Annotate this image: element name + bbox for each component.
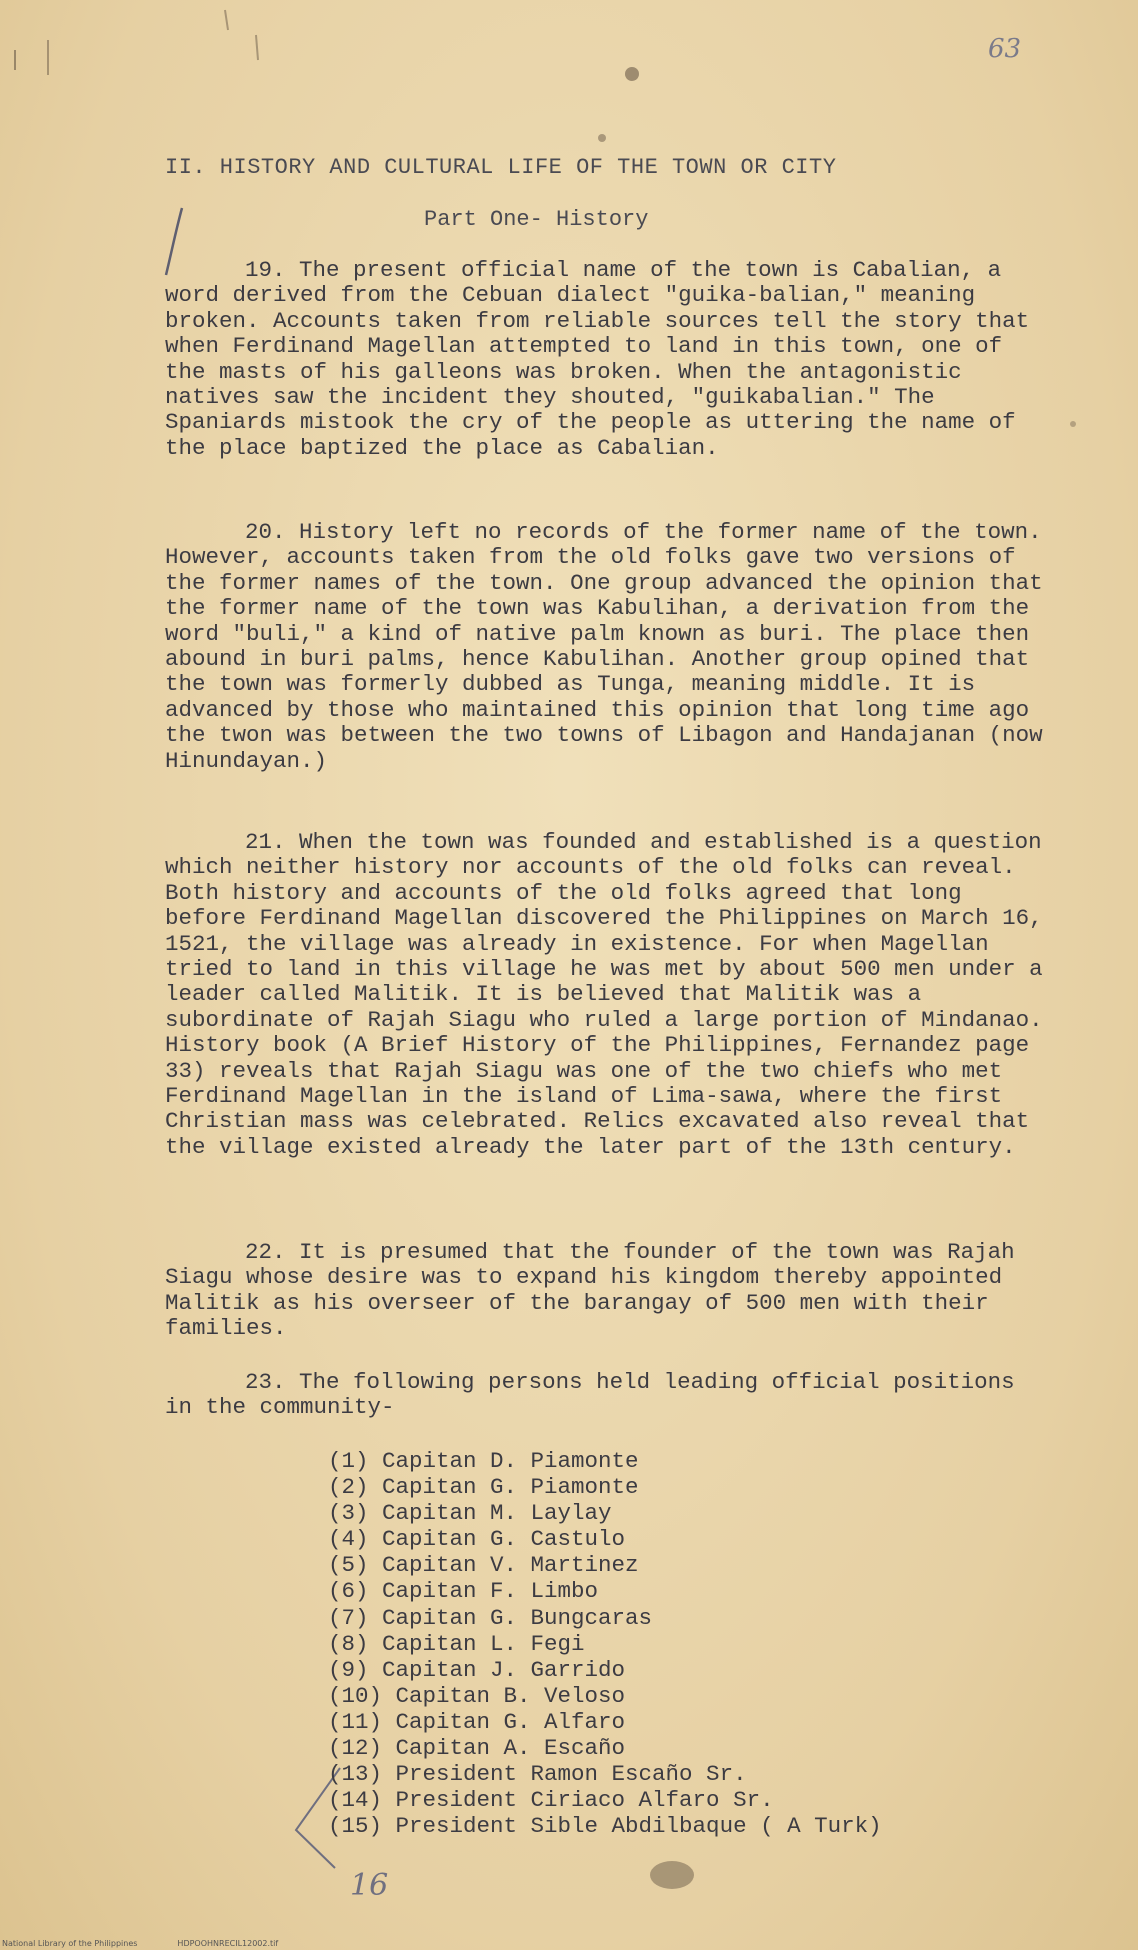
paragraph-19 — [165, 258, 1055, 461]
officials-list — [328, 1448, 882, 1839]
paragraph-number: 21. — [245, 829, 286, 855]
part-heading: Part One- History — [424, 207, 649, 232]
paragraph-20 — [165, 520, 1055, 774]
ink-blot — [650, 1861, 694, 1889]
list-item: (7) Capitan G. Bungcaras — [328, 1604, 653, 1631]
edge-tick — [256, 35, 258, 60]
margin-note: 16 — [350, 1868, 389, 1903]
list-item: (5) Capitan V. Martinez — [328, 1552, 639, 1579]
paragraph-21 — [165, 830, 1055, 1160]
paragraph-text: The following persons held leading official positions in the community- — [165, 1369, 1015, 1421]
paragraph-number: 20. — [245, 519, 286, 545]
paragraph-22 — [165, 1240, 1055, 1342]
ink-blot — [1070, 421, 1076, 427]
list-item: (15) President Sible Abdilbaque ( A Turk) — [328, 1813, 882, 1840]
edge-tick — [225, 10, 228, 30]
list-item: (9) Capitan J. Garrido — [328, 1656, 626, 1683]
paragraph-text: History left no records of the former name of the town. However, accounts taken from the old folks gave two versions of the former names of the town. One group advanced the opinion that the former name of the town was Kabulihan, a derivation from the word "buli," a kind of native palm known as buri. The place then abound in buri palms, hence Kabulihan. Another group opined that the town was formerly dubbed as Tunga, meaning middle. It is advanced by those who maintained this opinion that long time ago the twon was between the two towns of Libagon and Handajanan (now Hinundayan.) — [165, 519, 1043, 774]
list-item: (12) Capitan A. Escaño — [328, 1735, 626, 1762]
paragraph-number: 19. — [245, 257, 286, 283]
paragraph-number: 23. — [245, 1369, 286, 1395]
list-item: (3) Capitan M. Laylay — [328, 1500, 612, 1527]
list-item: (11) Capitan G. Alfaro — [328, 1708, 626, 1735]
page-number: 63 — [988, 34, 1022, 64]
section-heading: II. HISTORY AND CULTURAL LIFE OF THE TOWN OR CITY — [165, 155, 837, 180]
list-item: (10) Capitan B. Veloso — [328, 1682, 626, 1709]
list-item: (13) President Ramon Escaño Sr. — [328, 1761, 747, 1788]
ink-blot — [625, 67, 639, 81]
list-item: (14) President Ciriaco Alfaro Sr. — [328, 1787, 774, 1814]
paragraph-23 — [165, 1370, 1055, 1421]
scan-footer — [2, 1939, 278, 1948]
ink-blot — [598, 134, 606, 142]
paragraph-text: It is presumed that the founder of the town was Rajah Siagu whose desire was to expand his kingdom thereby appointed Malitik as his overseer of the barangay of 500 men with their families. — [165, 1239, 1015, 1342]
list-item: (6) Capitan F. Limbo — [328, 1578, 599, 1605]
list-item: (1) Capitan D. Piamonte — [328, 1448, 639, 1474]
paragraph-text: When the town was founded and established is a question which neither history nor accounts of the old folks can reveal. Both history and accounts of the old folks agreed that long before Ferdinand Magellan discovered the Philippines on March 16, 1521, the village was already in existence. For when Magellan tried to land in this village he was met by about 500 men under a leader called Malitik. It is believed that Malitik was a subordinate of Rajah Siagu who ruled a large portion of Mindanao. History book (A Brief History of the Philippines, Fernandez page 33) reveals that Rajah Siagu was one of the two chiefs who met Ferdinand Magellan in the island of Lima-sawa, where the first Christian mass was celebrated. Relics excavated also reveal that the village existed already the later part of the 13th century. — [165, 829, 1043, 1160]
list-item: (4) Capitan G. Castulo — [328, 1526, 626, 1553]
footer-file: HDPOOHNRECIL12002.tif — [177, 1939, 279, 1948]
footer-source: National Library of the Philippines — [2, 1939, 138, 1948]
list-item: (2) Capitan G. Piamonte — [328, 1474, 639, 1501]
list-item: (8) Capitan L. Fegi — [328, 1630, 585, 1657]
paragraph-text: The present official name of the town is Cabalian, a word derived from the Cebuan dialect "guika-balian," meaning broken. Accounts taken from reliable sources tell the story that when Ferdinand Magellan attempted to land in this town, one of the masts of his galleons was broken. When the antagonistic natives saw the incident they shouted, "guikabalian." The Spaniards mistook the cry of the people as uttering the name of the place baptized the place as Cabalian. — [165, 257, 1030, 461]
paragraph-number: 22. — [245, 1239, 286, 1265]
